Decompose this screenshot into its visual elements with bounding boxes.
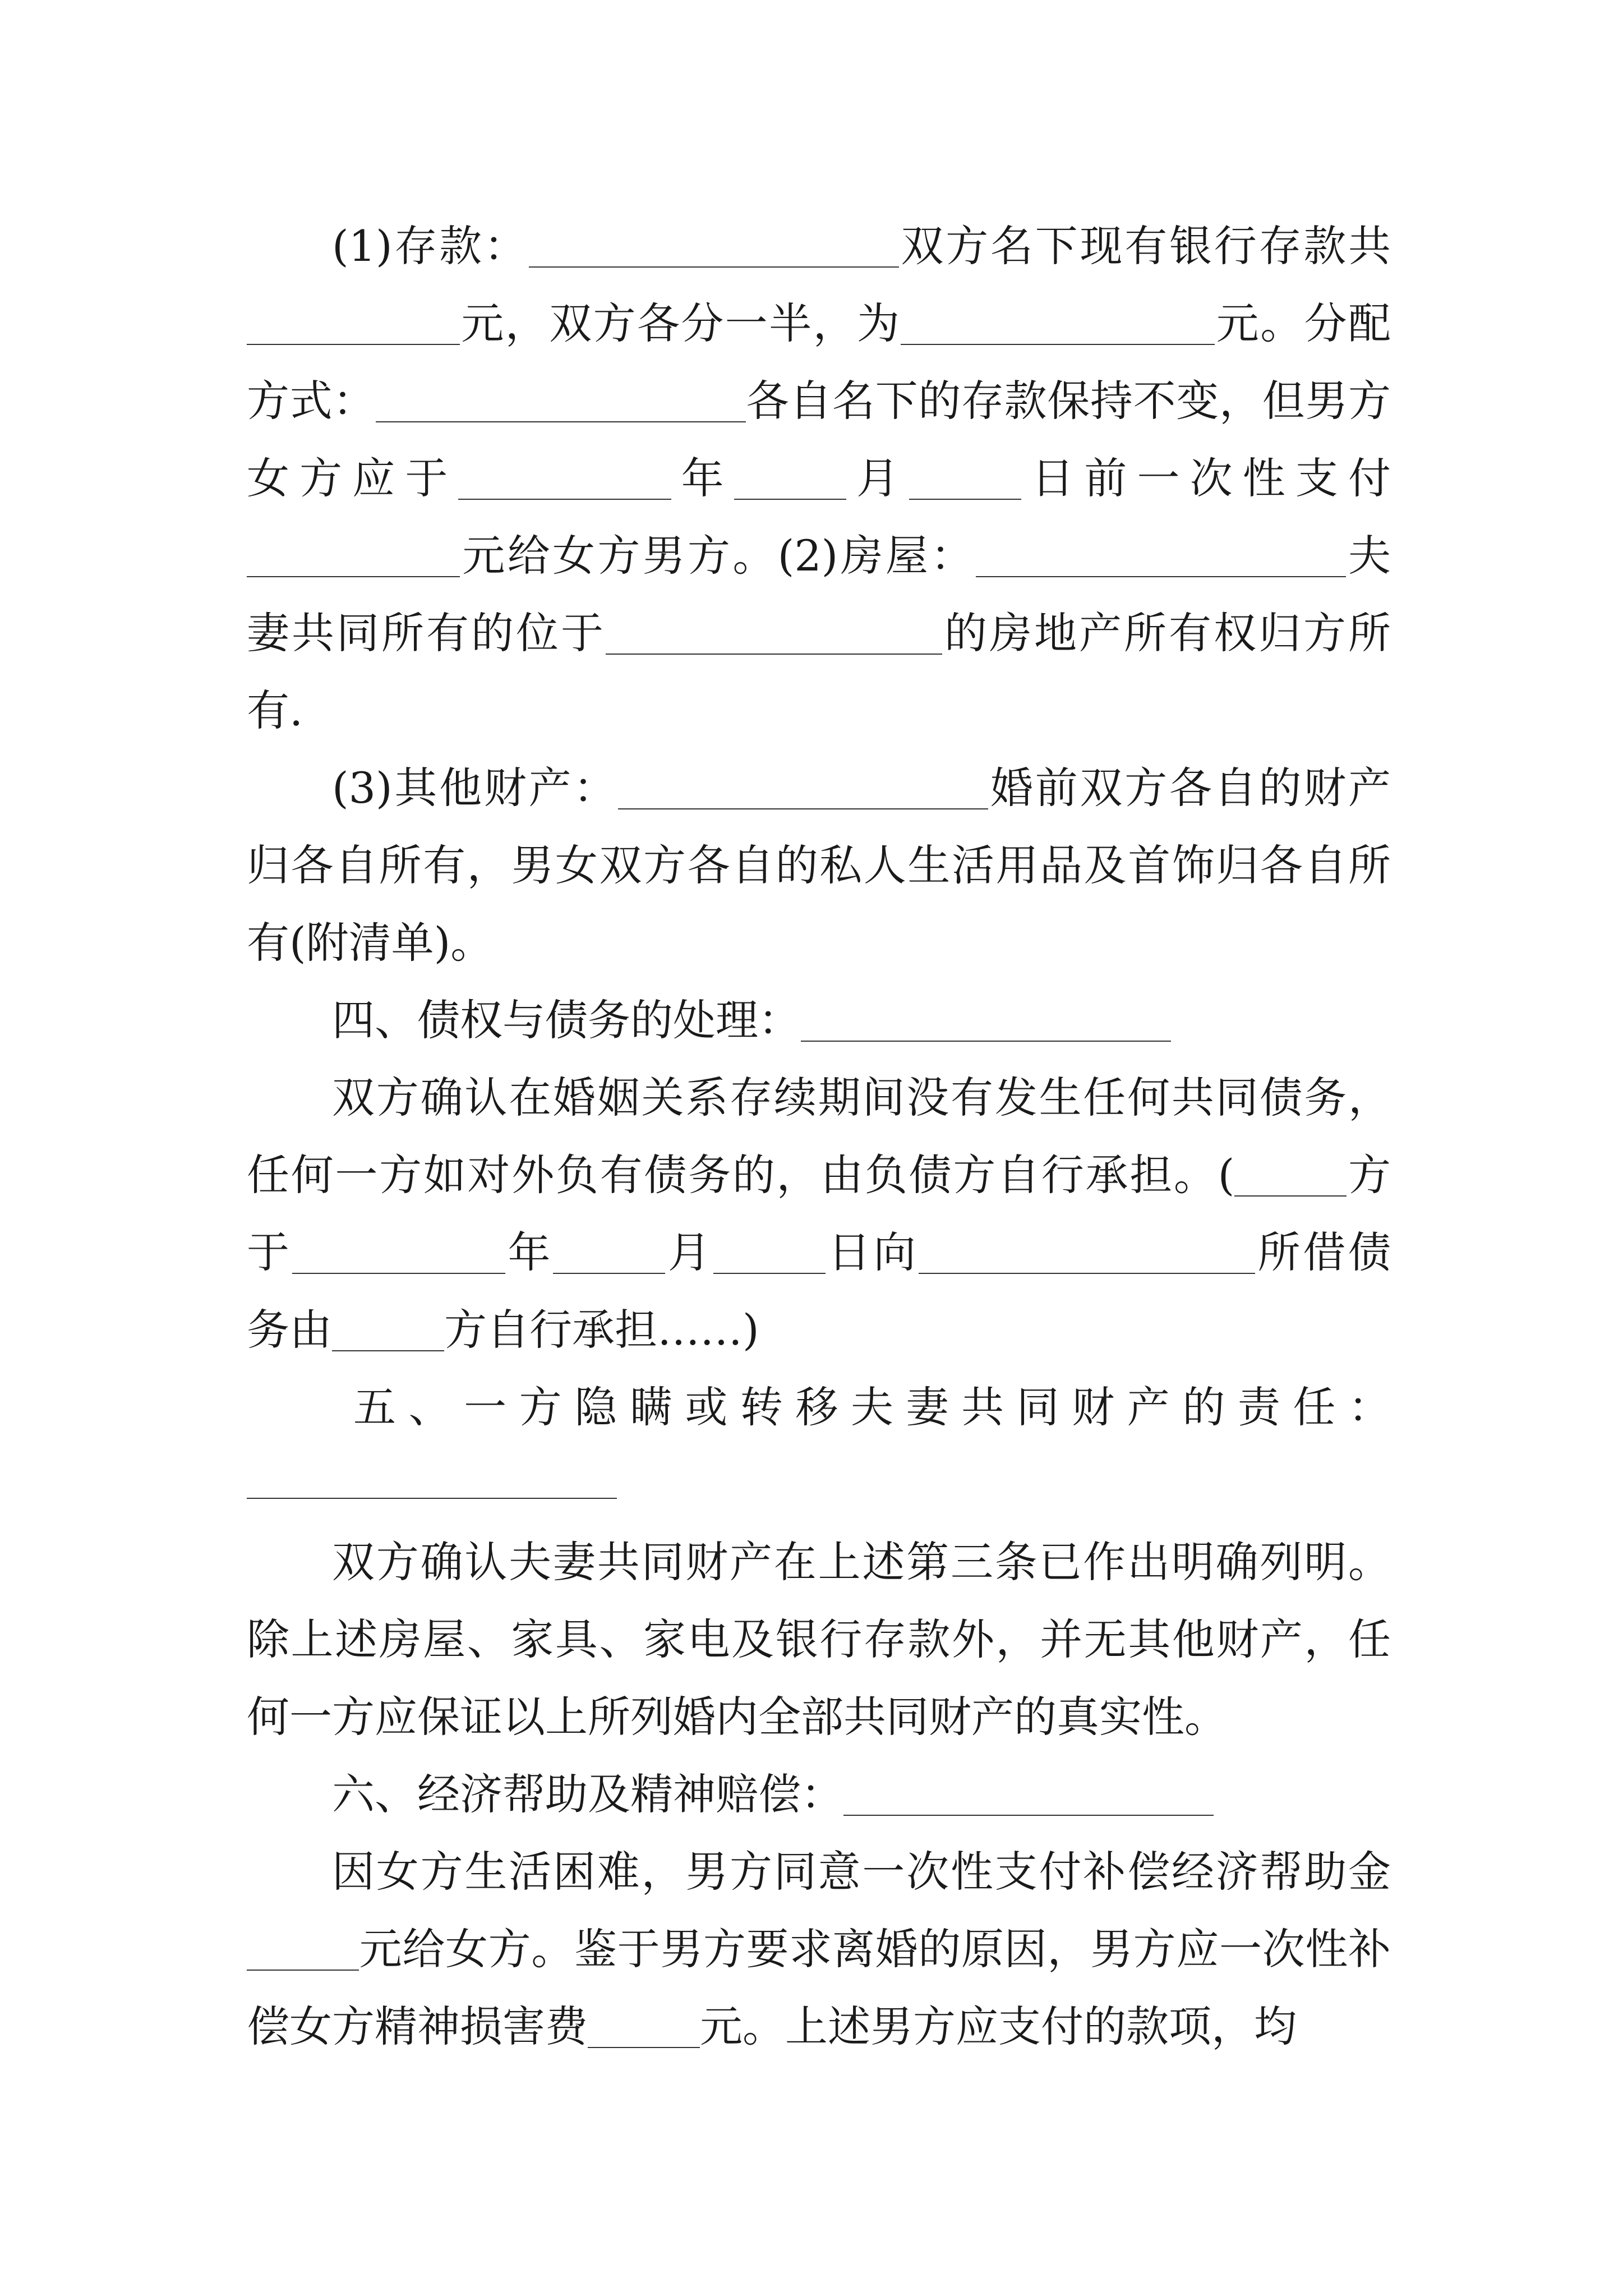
blank-line	[976, 536, 1346, 577]
text: 元给女方男方。(2)房屋：	[460, 531, 976, 581]
text: 元。上述男方应支付的款项，均	[700, 2001, 1297, 2051]
text: 方自行承担……)	[444, 1305, 759, 1355]
text: 月	[846, 453, 910, 503]
section-heading-concealment	[247, 1369, 1391, 1446]
text: 因女方生活困难，男方同意一次性支付补偿经济帮助金	[332, 1847, 1391, 1897]
blank-line	[1234, 1155, 1347, 1197]
blank-line	[247, 1929, 359, 1971]
text: 元给女方。鉴于男方要求离婚的原因，男方应一次性补偿女方精神损害费	[247, 1924, 1391, 2051]
blank-line	[247, 536, 460, 577]
paragraph-other-property	[247, 749, 1391, 982]
blank-line	[553, 1232, 665, 1274]
paragraph-concealment	[247, 1524, 1391, 1756]
paragraph-deposit-house	[247, 208, 1391, 749]
section-heading-compensation	[247, 1756, 1391, 1833]
text: 双方名下现有银行存款共	[898, 221, 1391, 271]
blank-line	[376, 381, 746, 422]
blank-line	[801, 1000, 1171, 1042]
text: 双方确认夫妻共同财产在上述第三条已作出明确列明。除上述房屋、家具、家电及银行存款外，并无其他财产，任何一方应保证以上所列婚内全部共同财产的真实性。	[247, 1537, 1391, 1742]
blank-line	[529, 226, 899, 268]
blank-line	[618, 768, 988, 809]
blank-line	[606, 613, 942, 655]
text: 日前一次性支付	[1021, 453, 1391, 503]
text: 月	[665, 1227, 713, 1277]
text: 所借债务由	[247, 1227, 1391, 1355]
blank-line	[734, 458, 846, 500]
text: 六、经济帮助及精神赔偿：	[332, 1769, 843, 1819]
text: 双方确认在婚姻关系存续期间没有发生任何共同债务，任何一方如对外负有债务的，由负债方自行承担。(	[247, 1073, 1391, 1200]
blank-line	[919, 1232, 1255, 1274]
blank-line	[247, 1457, 617, 1499]
text: (3)其他财产：	[332, 763, 619, 813]
text: 夫妻共同所有的位于	[247, 531, 1391, 658]
text: 五、一方隐瞒或转移夫妻共同财产的责任：	[353, 1382, 1391, 1432]
text: 年	[671, 453, 734, 503]
blank-line	[588, 2007, 700, 2048]
blank-line	[292, 1232, 505, 1274]
section-heading-debts	[247, 982, 1391, 1059]
text: 婚前双方各自的财产归各自所有，男女双方各自的私人生活用品及首饰归各自所有(附清单)。	[247, 763, 1391, 968]
text: 日向	[825, 1227, 919, 1277]
blank-line	[332, 1310, 444, 1351]
blank-line	[458, 458, 671, 500]
blank-line	[713, 1232, 826, 1274]
paragraph-compensation	[247, 1833, 1391, 2065]
text: 各自名下的存款保持不变，但男方女方应于	[247, 376, 1391, 503]
text: 方于	[247, 1150, 1391, 1277]
blank-line-row	[247, 1446, 1391, 1524]
text: 四、债权与债务的处理：	[332, 995, 801, 1045]
blank-line	[901, 303, 1215, 345]
text: 元，双方各分一半，为	[460, 298, 901, 348]
text: (1)存款：	[332, 221, 529, 271]
text: 年	[505, 1227, 554, 1277]
paragraph-debts	[247, 1059, 1391, 1369]
blank-line	[247, 303, 460, 345]
text: 元。分配方式：	[247, 298, 1391, 426]
text: 的房地产所有权归方所有.	[247, 608, 1391, 735]
blank-line	[843, 1774, 1214, 1816]
blank-line	[909, 458, 1021, 500]
document-page	[247, 208, 1391, 2065]
